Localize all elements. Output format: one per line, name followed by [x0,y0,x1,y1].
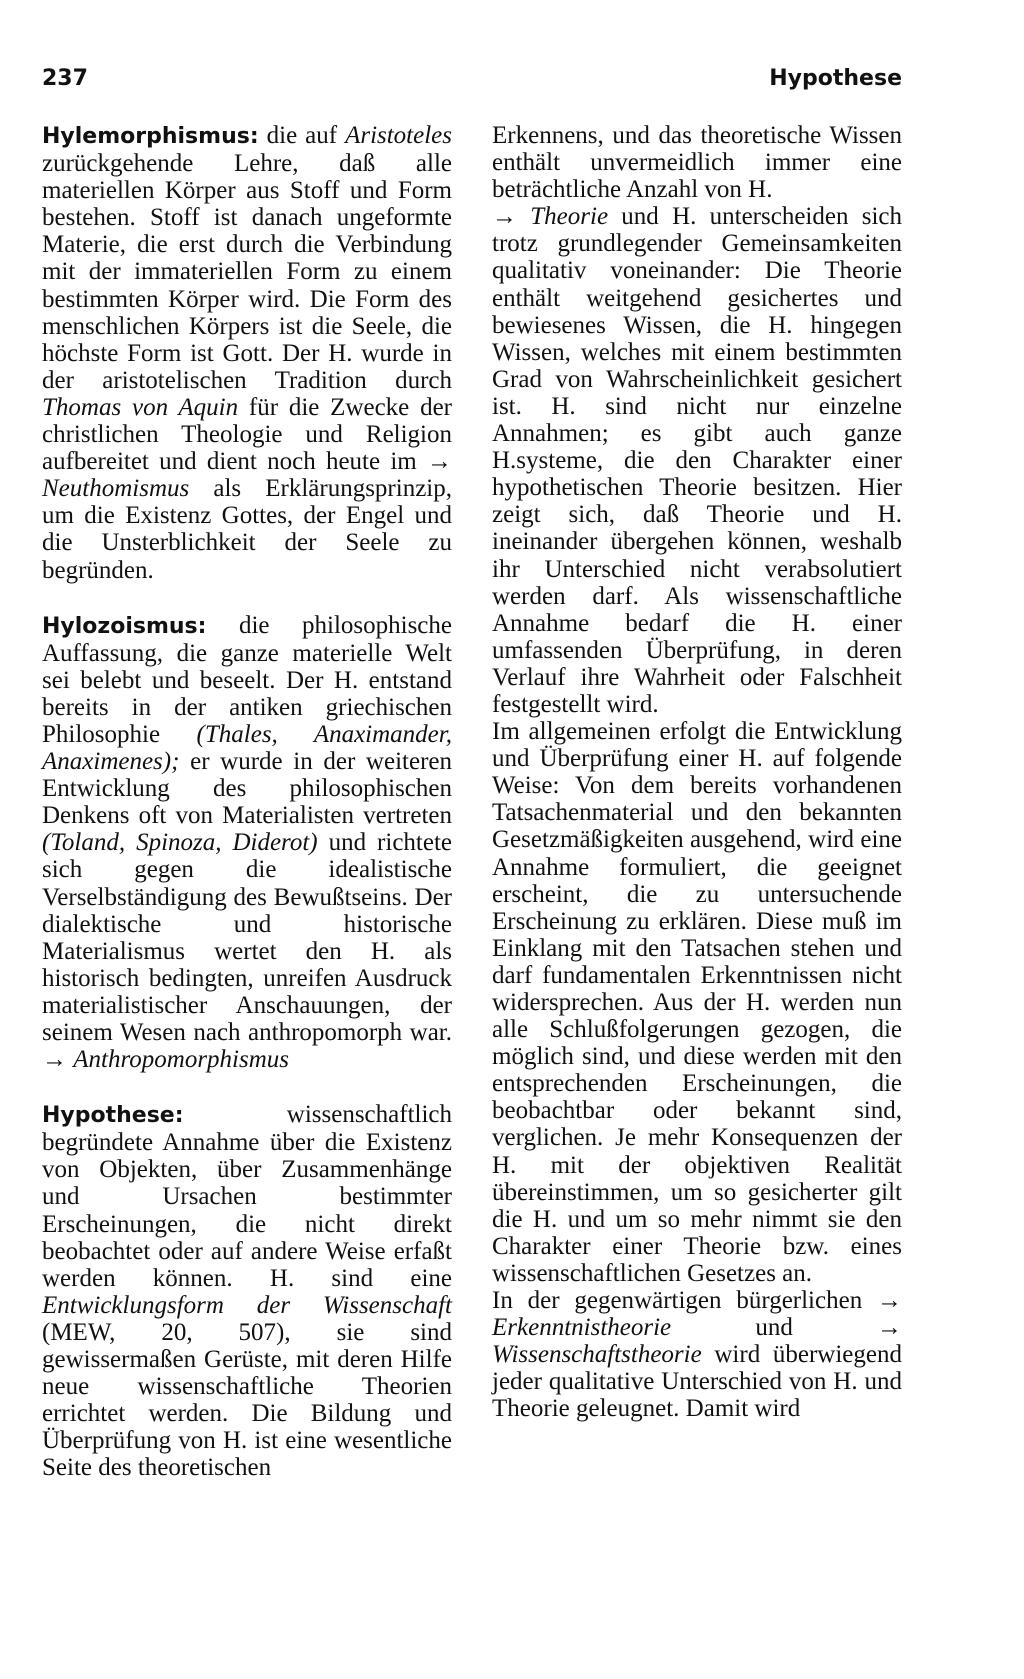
cross-reference: Wissenschaftstheorie [492,1341,702,1369]
page-number: 237 [42,66,88,91]
right-column [492,122,902,1423]
entry-term: Hylemorphismus: [42,124,259,149]
entry-term: Hypothese: [42,1103,184,1129]
cross-reference: Thomas von Aquin [42,393,239,421]
cross-reference: Aristoteles [345,122,452,149]
running-head: Hypothese [769,66,902,91]
cross-reference: Entwicklungsform der Wissenschaft [42,1291,452,1319]
cross-reference: (Thales, Anaximander, Anaximenes); [42,720,452,776]
paragraph: In der gegenwärtigen bürgerlichen → Erkenntnistheorie und → Wissenschaftstheorie wird überwiegend jeder qualitative Unterschied von H. und Theorie geleugnet. Damit wird [492,1287,902,1423]
entry-term: Hylozoismus: [42,613,207,639]
entry-hypothese: Hypothese: wissenschaftlich begründete Annahme über die Existenz von Objekten, über Zusammenhänge und Ursachen bestimmter Erscheinungen, die nicht direkt beobachtet oder auf andere Weise erfaßt werden können. H. sind eine Entwicklungsform der Wissenschaft (MEW, 20, 507), sie sind gewissermaßen Gerüste, mit deren Hilfe neue wissenschaftliche Theorien errichtet werden. Die Bildung und Überprüfung von H. ist eine wesentliche Seite des theoretischen [42,1101,452,1482]
cross-reference: (Toland, Spinoza, Diderot) [42,829,318,857]
cross-reference: Anthropomorphismus [73,1046,290,1074]
entry-hylemorphismus: Hylemorphismus: die auf Aristoteles zurückgehende Lehre, daß alle materiellen Körper aus Stoff und Form bestehen. Stoff ist danach ungeformte Materie, die erst durch die Verbindung mit der immateriellen Form zu einem bestimmten Körper wird. Die Form des menschlichen Körpers ist die Seele, die höchste Form ist Gott. Der H. wurde in der aristotelischen Tradition durch Thomas von Aquin für die Zwecke der christlichen Theologie und Religion aufbereitet und dient noch heute im → Neuthomismus als Erklärungsprinzip, um die Existenz Gottes, der Engel und die Unsterblichkeit der Seele zu begründen. [42,122,452,584]
cross-reference: Erkenntnistheorie [492,1314,672,1342]
cross-reference: Neuthomismus [42,475,190,503]
entry-hylozoismus: Hylozoismus: die philosophische Auffassung, die ganze materielle Welt sei belebt und beseelt. Der H. entstand bereits in der antiken griechischen Philosophie (Thales, Anaximander, Anaximenes); er wurde in der weiteren Entwicklung des philosophischen Denkens oft von Materialisten vertreten (Toland, Spinoza, Diderot) und richtete sich gegen die idealistische Verselbständigung des Bewußtseins. Der dialektische und historische Materialismus wertet den H. als historisch bedingten, unreifen Ausdruck materialistischer Anschauungen, der seinem Wesen nach anthropomorph war. → Anthropomorphismus [42,611,452,1074]
paragraph: Erkennens, und das theoretische Wissen enthält unvermeidlich immer eine beträchtliche Anzahl von H. [492,122,902,204]
page-header [42,66,902,96]
paragraph: Im allgemeinen erfolgt die Entwicklung und Überprüfung einer H. auf folgende Weise: Von dem bereits vorhandenen Tatsachenmaterial und den bekannten Gesetzmäßigkeiten ausgehend, wird eine Annahme formuliert, die geeignet erscheint, die zu untersuchende Erscheinung zu erklären. Diese muß im Einklang mit den Tatsachen stehen und darf fundamentalen Erkenntnissen nicht widersprechen. Aus der H. werden nun alle Schlußfolgerungen gezogen, die möglich sind, und diese werden mit den entsprechenden Erscheinungen, die beobachtbar oder bekannt sind, verglichen. Je mehr Konsequenzen der H. mit der objektiven Realität übereinstimmen, um so gesicherter gilt die H. und um so mehr nimmt sie den Charakter einer Theorie bzw. eines wissenschaftlichen Gesetzes an. [492,718,902,1287]
cross-reference: Theorie [530,203,609,231]
left-column [42,122,452,1482]
paragraph: → Theorie und H. unterscheiden sich trotz grundlegender Gemeinsamkeiten qualitativ voneinander: Die Theorie enthält weitgehend gesichertes und bewiesenes Wissen, die H. hingegen Wissen, welches mit einem bestimmten Grad von Wahrscheinlichkeit gesichert ist. H. sind nicht nur einzelne Annahmen; es gibt auch ganze H.systeme, die den Charakter einer hypothetischen Theorie besitzen. Hier zeigt sich, daß Theorie und H. ineinander übergehen können, weshalb ihr Unterschied nicht verabsolutiert werden darf. Als wissenschaftliche Annahme bedarf die H. einer umfassenden Überprüfung, in deren Verlauf ihre Wahrheit oder Falschheit festgestellt wird. [492,203,903,718]
